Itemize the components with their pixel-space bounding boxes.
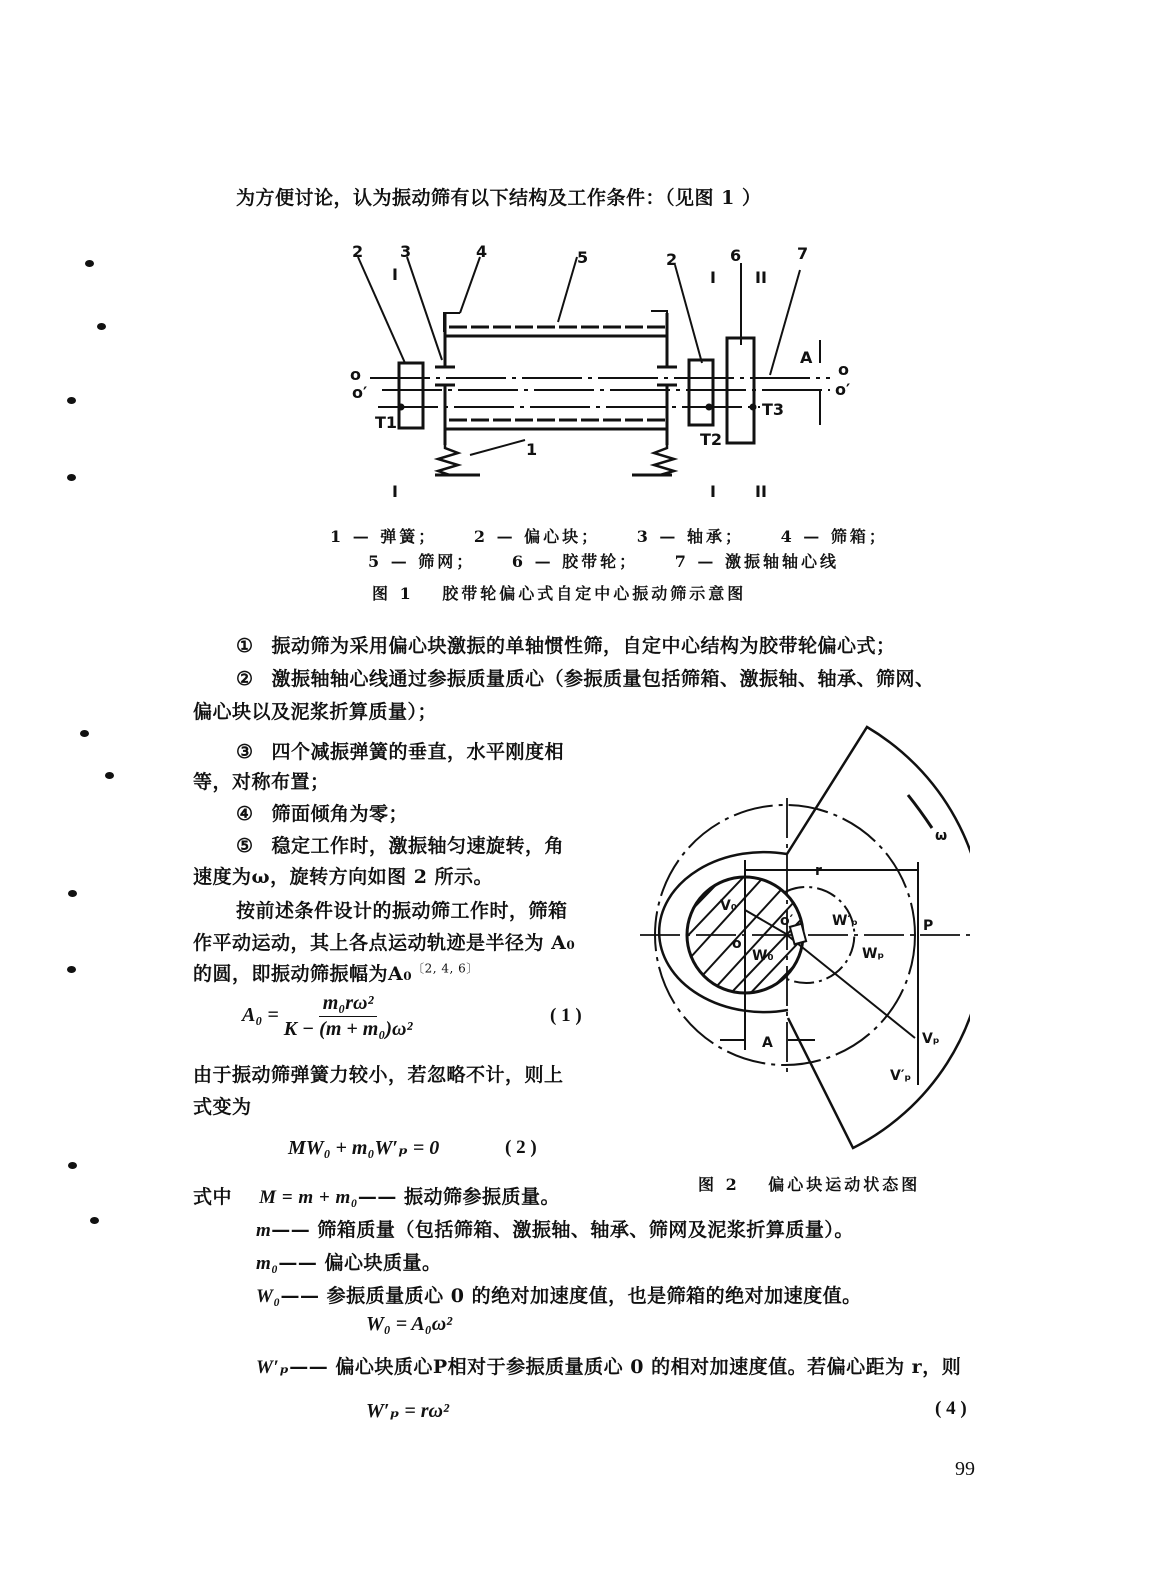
label-A: A: [762, 1035, 773, 1051]
label-omega: ω: [935, 828, 948, 844]
equation-2: MW₀ + m₀W′ₚ = 0: [288, 1137, 440, 1159]
figure-1-caption: 图 1 胶带轮偏心式自定中心振动筛示意图: [372, 584, 747, 603]
section-mark-I-top-left: I: [392, 265, 398, 284]
callout-2-right: 2: [666, 250, 678, 269]
equation-4-number: ( 4 ): [935, 1398, 967, 1419]
figure-2-diagram: [640, 720, 970, 1160]
definition-W0: W₀—— 参振质量质心 0 的绝对加速度值，也是筛箱的绝对加速度值。: [256, 1285, 862, 1307]
label-o-prime: o′: [780, 913, 794, 929]
callout-4: 4: [476, 242, 488, 261]
figure-1-diagram: [330, 235, 860, 510]
condition-3-cont: 等，对称布置；: [193, 771, 330, 793]
intro-text: 为方便讨论，认为振动筛有以下结构及工作条件：（见图 1 ）: [236, 187, 762, 209]
equation-1-fraction: $\frac{\text{m₀rω²}}{\text{K − (m + m₀)ω²}}$: [283, 992, 413, 1040]
definition-M: 式中 M = m + m₀—— 振动筛参振质量。: [193, 1186, 560, 1208]
callout-3: 3: [400, 242, 412, 261]
section-mark-II-bottom: II: [755, 482, 767, 501]
section-mark-I-bottom-left: I: [392, 482, 398, 501]
condition-2: ② 激振轴轴心线通过参振质量质心（参振质量包括筛箱、激振轴、轴承、筛网、: [236, 668, 935, 690]
equation-4: W′ₚ = rω²: [366, 1400, 450, 1422]
label-Vp: Vₚ: [922, 1031, 940, 1047]
axis-o-prime-right: o′: [835, 380, 851, 399]
label-V0: V₀: [720, 898, 737, 914]
label-Vp-prime: V′ₚ: [890, 1068, 912, 1084]
figure-1-legend-line-1: 1 — 弹簧； 2 — 偏心块； 3 — 轴承； 4 — 筛箱；: [330, 527, 888, 546]
point-T2: T2: [700, 430, 723, 449]
equation-1-number: ( 1 ): [550, 1005, 582, 1026]
condition-3: ③ 四个减振弹簧的垂直，水平刚度相: [236, 741, 565, 763]
label-W0: W₀: [752, 948, 774, 964]
condition-4: ④ 筛面倾角为零；: [236, 803, 409, 825]
section-mark-I-top-right: I: [710, 268, 716, 287]
label-P: P: [923, 918, 934, 934]
callout-5: 5: [577, 248, 589, 267]
page-number: 99: [955, 1458, 975, 1480]
para2-line2: 式变为: [193, 1096, 252, 1118]
axis-o-left: o: [350, 365, 361, 384]
condition-5-cont: 速度为ω，旋转方向如图 2 所示。: [193, 866, 494, 888]
callout-7: 7: [797, 244, 809, 263]
label-Wp-prime: W′ₚ: [832, 913, 858, 929]
callout-1: 1: [526, 440, 538, 459]
section-mark-II-top: II: [755, 268, 767, 287]
para2-line1: 由于振动筛弹簧力较小，若忽略不计，则上: [193, 1064, 564, 1086]
label-Wp: Wₚ: [862, 946, 885, 962]
label-A: A: [800, 348, 813, 367]
label-r: r: [815, 863, 822, 879]
callout-6: 6: [730, 246, 742, 265]
definition-m0: m₀—— 偏心块质量。: [256, 1252, 442, 1274]
equation-2-number: ( 2 ): [505, 1137, 537, 1158]
condition-1: ① 振动筛为采用偏心块激振的单轴惯性筛，自定中心结构为胶带轮偏心式；: [236, 635, 896, 657]
figure-1-legend-line-2: 5 — 筛网； 6 — 胶带轮； 7 — 激振轴轴心线: [368, 552, 839, 571]
callout-2-left: 2: [352, 242, 364, 261]
para1-line3: 的圆，即振动筛振幅为A₀$^{〔2, 4, 6〕}$: [193, 961, 479, 985]
para1-line1: 按前述条件设计的振动筛工作时，筛箱: [236, 900, 568, 922]
definition-Wp: W′ₚ—— 偏心块质心P相对于参振质量质心 0 的相对加速度值。若偏心距为 r，则: [256, 1356, 962, 1378]
condition-5: ⑤ 稳定工作时，激振轴匀速旋转，角: [236, 835, 565, 857]
axis-o-prime-left: o′: [352, 383, 368, 402]
axis-o-right: o: [838, 360, 849, 379]
equation-1: A₀ = $\frac{\text{m₀rω²}}{\text{K − (m + m₀)ω²}}$: [242, 992, 413, 1040]
condition-2-cont: 偏心块以及泥浆折算质量）；: [193, 701, 438, 723]
point-T1: T1: [375, 413, 398, 432]
section-mark-I-bottom-right: I: [710, 482, 716, 501]
figure-2-caption: 图 2 偏心块运动状态图: [698, 1175, 921, 1194]
definition-m: m—— 筛箱质量（包括筛箱、激振轴、轴承、筛网及泥浆折算质量）。: [256, 1219, 854, 1241]
equation-3: W₀ = A₀ω²: [366, 1313, 453, 1335]
label-o: o: [732, 936, 742, 952]
para1-line2: 作平动运动，其上各点运动轨迹是半径为 A₀: [193, 932, 576, 954]
point-T3: T3: [762, 400, 785, 419]
